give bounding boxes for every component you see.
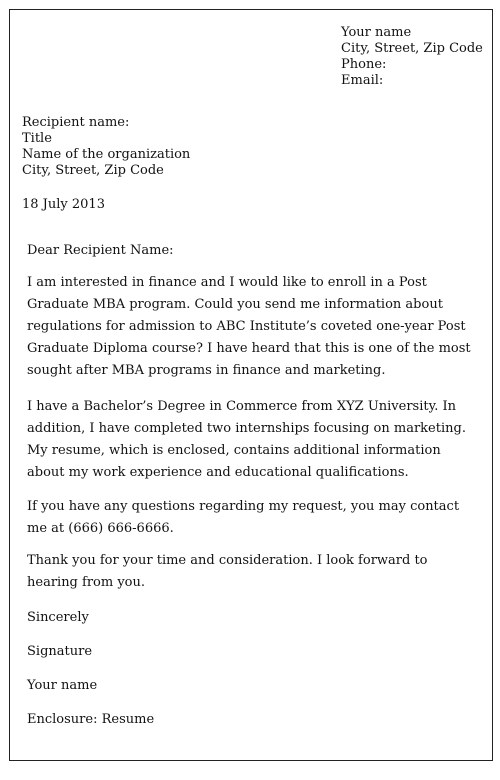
enclosure-note: Enclosure: Resume	[27, 712, 155, 727]
body-paragraph-4: Thank you for your time and consideration. I look forward to hearing from you.	[27, 553, 428, 590]
letter-date: 18 July 2013	[22, 197, 105, 212]
recipient-title: Title	[22, 131, 52, 146]
sender-address: City, Street, Zip Code	[341, 41, 483, 56]
salutation: Dear Recipient Name:	[27, 243, 174, 258]
body-paragraph-3: If you have any questions regarding my request, you may contact me at (666) 666-6666.	[27, 499, 460, 536]
sender-name: Your name	[341, 25, 412, 40]
recipient-organization: Name of the organization	[22, 147, 191, 162]
signoff-name: Your name	[27, 678, 98, 693]
body-paragraph-1: I am interested in finance and I would like to enroll in a Post Graduate MBA program. Could you send me information about regulations for admission to ABC Institute’s coveted one-year Post Graduate Diploma course? I have heard that this is one of the most sought after MBA programs in finance and marketing.	[27, 275, 471, 378]
signature: Signature	[27, 644, 93, 659]
sender-block	[341, 25, 483, 89]
sender-phone: Phone:	[341, 57, 387, 72]
sender-email: Email:	[341, 73, 384, 88]
closing: Sincerely	[27, 610, 89, 625]
body-paragraph-2: I have a Bachelor’s Degree in Commerce from XYZ University. In addition, I have completed two internships focusing on marketing. My resume, which is enclosed, contains additional information about my work experience and educational qualifications.	[27, 399, 466, 480]
recipient-block	[22, 115, 190, 179]
recipient-name: Recipient name:	[22, 115, 130, 130]
recipient-address: City, Street, Zip Code	[22, 163, 164, 178]
